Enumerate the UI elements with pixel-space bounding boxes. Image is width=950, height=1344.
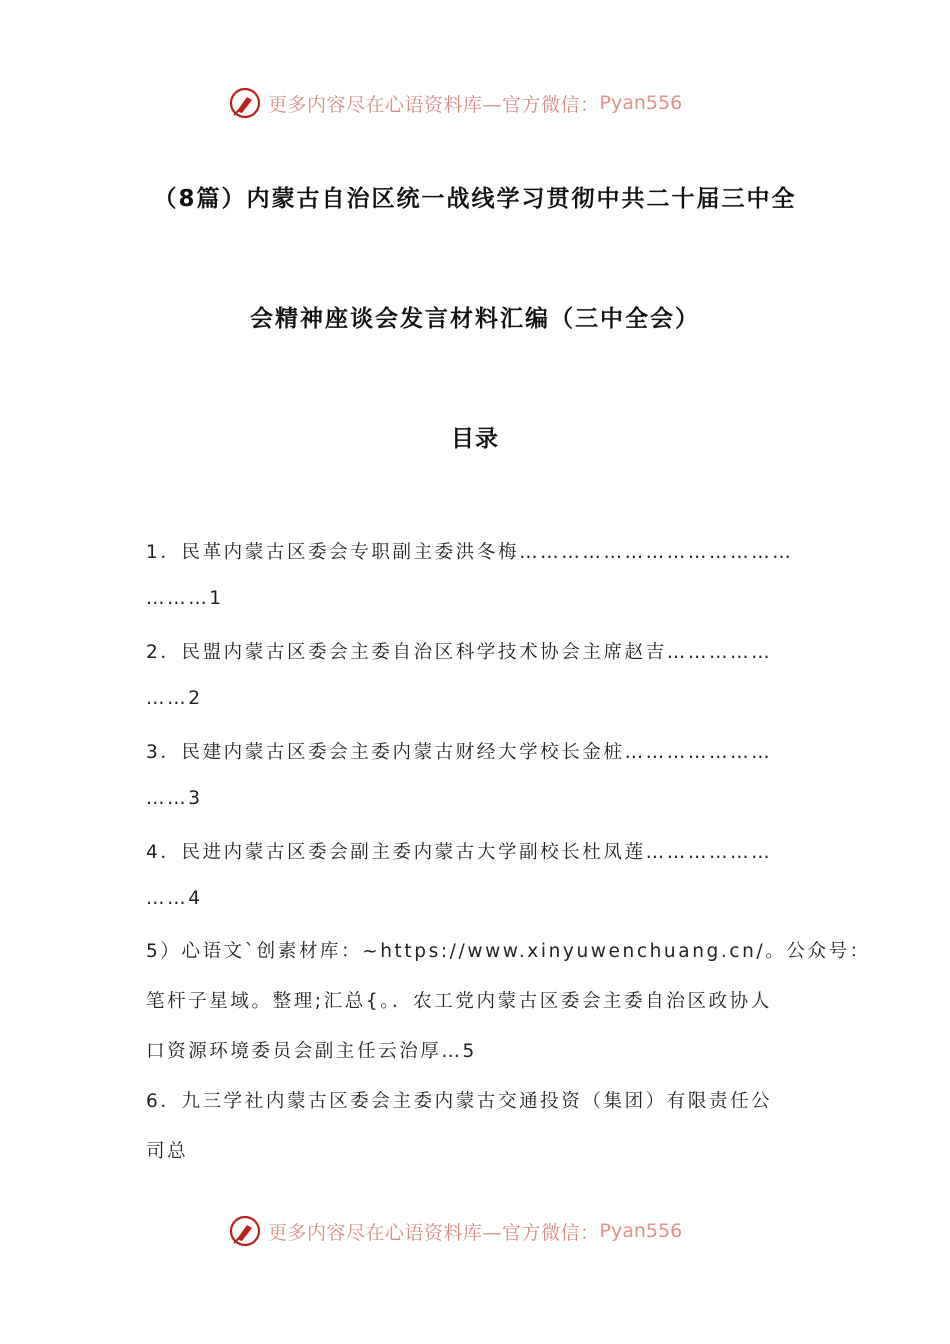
toc-entry-5-line-1: 5）心语文`创素材库：~https://www.xinyuwenchuang.cn/。公众号： [146, 941, 871, 962]
document-title-line-2: 会精神座谈会发言材料汇编（三中全会） [250, 306, 700, 332]
footer-watermark [228, 1211, 748, 1251]
toc-entry-5-line-3: 口资源环境委员会副主任云治厚…5 [146, 1041, 477, 1062]
watermark-handle: Pyan556 [599, 1220, 683, 1242]
toc-entry-5-line-2: 笔杆子星域。整理;汇总{。．农工党内蒙古区委会主委自治区政协人 [146, 991, 772, 1012]
watermark-text: 更多内容尽在心语资料库—官方微信： [268, 93, 600, 116]
watermark-text: 更多内容尽在心语资料库—官方微信： [268, 1221, 600, 1244]
pen-nib-logo-icon [228, 86, 262, 120]
toc-entry-6-line-1: 6．九三学社内蒙古区委会主委内蒙古交通投资（集团）有限责任公 [146, 1091, 773, 1112]
toc-entry-3: 3．民建内蒙古区委会主委内蒙古财经大学校长金桩………………… [146, 742, 773, 763]
toc-entry-1: 1．民革内蒙古区委会专职副主委洪冬梅………………………………… [146, 542, 794, 563]
toc-entry-6-line-2: 司总 [146, 1141, 189, 1162]
toc-entry-2-page: ……2 [146, 688, 203, 709]
toc-entry-2: 2．民盟内蒙古区委会主委自治区科学技术协会主席赵吉…………… [146, 642, 773, 663]
document-title-line-1: （8篇）内蒙古自治区统一战线学习贯彻中共二十届三中全 [153, 186, 797, 212]
watermark-handle: Pyan556 [599, 92, 683, 114]
toc-entry-3-page: ……3 [146, 788, 203, 809]
toc-entry-1-page: ………1 [146, 588, 224, 609]
toc-entry-4: 4．民进内蒙古区委会副主委内蒙古大学副校长杜凤莲……………… [146, 842, 773, 863]
header-watermark [228, 83, 748, 123]
toc-heading: 目录 [451, 426, 499, 452]
pen-nib-logo-icon [228, 1214, 262, 1248]
toc-entry-4-page: ……4 [146, 888, 203, 909]
